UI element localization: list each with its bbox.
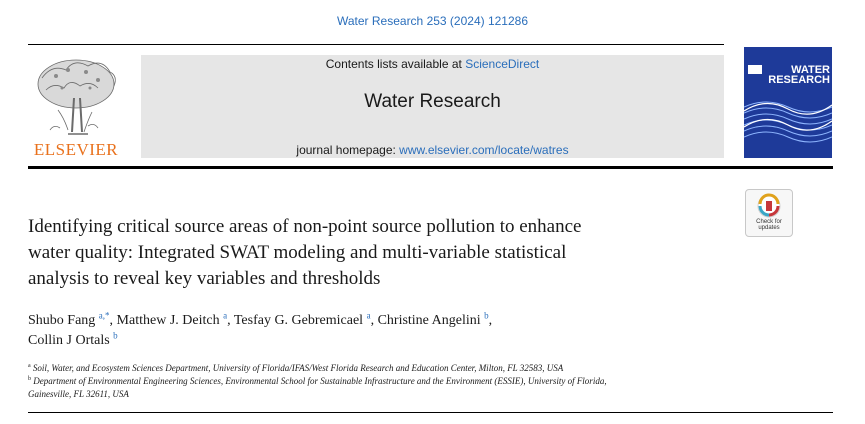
journal-citation[interactable]: Water Research 253 (2024) 121286 — [336, 14, 528, 28]
author-name[interactable]: Christine Angelini — [377, 313, 481, 328]
check-for-updates-label — [746, 219, 792, 231]
journal-header-band — [141, 55, 724, 158]
cover-title-line1: WATER — [791, 64, 830, 76]
affiliation-item — [28, 375, 748, 388]
contents-prefix: Contents lists available at — [325, 57, 462, 71]
affiliation-text: Department of Environmental Engineering Sciences, Environmental School for Sustainable Infrastructure and the Environment (ESSIE), University of Florida, — [33, 376, 607, 386]
article-title-line3: analysis to reveal key variables and thresholds — [28, 268, 381, 289]
article-title — [28, 214, 728, 292]
author-name[interactable]: Shubo Fang — [28, 313, 96, 328]
journal-homepage-link[interactable]: www.elsevier.com/locate/watres — [399, 143, 569, 157]
bottom-divider — [28, 412, 833, 413]
affiliation-list — [28, 362, 748, 401]
affiliation-item — [28, 388, 748, 401]
check-updates-line2: updates — [758, 225, 780, 231]
affiliation-marker: b — [28, 376, 31, 382]
crossmark-icon — [746, 192, 792, 222]
author-name[interactable]: Matthew J. Deitch — [116, 313, 220, 328]
cover-title — [750, 65, 830, 85]
homepage-line — [141, 143, 724, 157]
author-affiliation-marker[interactable]: a — [366, 310, 371, 321]
journal-cover[interactable] — [744, 47, 832, 158]
affiliation-marker: a — [28, 363, 31, 369]
affiliation-text: Soil, Water, and Ecosystem Sciences Department, University of Florida/IFAS/West Florida Research and Education Center, Milton, FL 32583, USA — [32, 363, 564, 373]
author-affiliation-marker[interactable]: b — [484, 310, 489, 321]
contents-line — [141, 57, 724, 71]
article-title-line2: water quality: Integrated SWAT modeling and multi-variable statistical — [28, 242, 567, 263]
check-for-updates-button[interactable] — [745, 189, 793, 237]
author-name[interactable]: Tesfay G. Gebremicael — [233, 313, 364, 328]
author-name[interactable]: Collin J Ortals — [28, 333, 110, 348]
cover-title-line2: RESEARCH — [768, 74, 830, 86]
article-title-line1: Identifying critical source areas of non-point source pollution to enhance — [28, 216, 582, 237]
affiliation-item — [28, 362, 748, 375]
affiliation-text: Gainesville, FL 32611, USA — [28, 389, 129, 399]
author-affiliation-marker[interactable]: b — [113, 330, 118, 341]
header-divider — [28, 166, 833, 169]
top-divider — [28, 44, 724, 45]
author-affiliation-marker[interactable]: a,* — [98, 310, 110, 321]
elsevier-wordmark[interactable]: ELSEVIER — [33, 140, 119, 159]
sciencedirect-link[interactable]: ScienceDirect — [465, 57, 540, 71]
author-affiliation-marker[interactable]: a — [223, 310, 228, 321]
journal-title: Water Research — [364, 91, 501, 112]
check-updates-line1: Check for — [756, 219, 782, 225]
homepage-prefix: journal homepage: — [296, 143, 396, 157]
author-list: Shubo Fang $^{a,*}$, Matthew J. Deitch $^a$, Tesfay G. Gebremicael $^a$, Christine Angelini $^b$, Collin J Ortals $^b$ — [28, 310, 493, 348]
